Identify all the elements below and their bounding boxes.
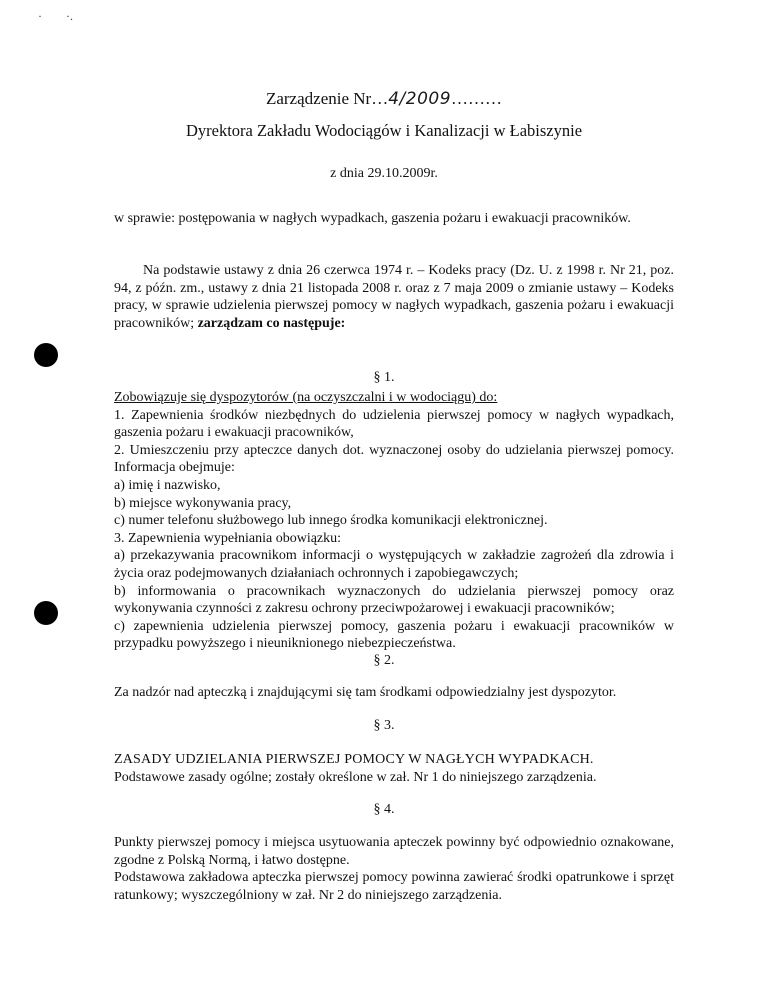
- section-3-line: Podstawowe zasady ogólne; zostały określone w zał. Nr 1 do niniejszego zarządzenia.: [114, 769, 597, 785]
- section-4-body: [114, 834, 674, 904]
- intro-bold: zarządzam co następuje:: [197, 315, 346, 331]
- section-1-line: c) zapewnienia udzielenia pierwszej pomocy, gaszenia pożaru i ewakuacji pracowników w przypadku powyższego i nieuniknionego niebezpieczeństwa.: [114, 618, 674, 652]
- section-1-line: 2. Umieszczeniu przy apteczce danych dot. wyznaczonej osoby do udzielania pierwszej pomocy. Informacja obejmuje:: [114, 442, 674, 476]
- section-4-mark: § 4.: [373, 802, 395, 817]
- title-prefix: Zarządzenie Nr: [265, 89, 372, 108]
- section-2-line: Za nadzór nad apteczką i znajdującymi się tam środkami odpowiedzialny jest dyspozytor.: [114, 685, 617, 700]
- intro-paragraph: [114, 262, 674, 332]
- punch-hole-bottom: [34, 601, 58, 625]
- section-2-mark: § 2.: [373, 653, 395, 668]
- section-1-line: 1. Zapewnienia środków niezbędnych do udzielenia pierwszej pomocy w nagłych wypadkach, gaszenia pożaru i ewakuacji pracowników,: [114, 407, 674, 441]
- section-1-mark: § 1.: [373, 370, 395, 385]
- punch-hole-top: [34, 343, 58, 367]
- section-1-line: c) numer telefonu służbowego lub innego środka komunikacji elektronicznej.: [114, 513, 548, 529]
- section-4-line: Punkty pierwszej pomocy i miejsca usytuowania apteczek powinny być odpowiednio oznakowane, zgodne z Polską Normą, i łatwo dostępne.: [114, 835, 674, 868]
- title-dots-after: ………: [451, 89, 503, 108]
- section-4-line: Podstawowa zakładowa apteczka pierwszej pomocy powinna zawierać środki opatrunkowe i sprzęt ratunkowy; wyszczególniony w zał. Nr 2 do niniejszego zarządzenia.: [114, 870, 674, 903]
- title-dots: …: [371, 89, 389, 108]
- intro-text: Na podstawie ustawy z dnia 26 czerwca 1974 r. – Kodeks pracy (Dz. U. z 1998 r. Nr 21, poz. 94, z późn. zm., ustawy z dnia 21 listopada 2008 r. oraz z 7 maja 2009 o zmianie ustawy – Kodeks pracy, w sprawie udzielenia pierwszej pomocy w nagłych wypadkach, gaszenia pożaru i ewakuacji pracowników;: [114, 263, 674, 331]
- document-title: [0, 88, 768, 110]
- section-1-heading: Zobowiązuje się dyspozytorów (na oczyszczalni i w wodociągu) do:: [114, 390, 498, 405]
- scan-mark-right: ·.: [66, 9, 73, 23]
- section-1-line: 3. Zapewnienia wypełniania obowiązku:: [114, 530, 342, 546]
- scan-mark-left: ·: [38, 9, 42, 23]
- section-1-line: a) imię i nazwisko,: [114, 477, 221, 493]
- section-3-body: [114, 751, 674, 786]
- section-2-body: [114, 684, 674, 702]
- section-1-body: [114, 389, 674, 653]
- handwritten-number: 4/2009: [388, 89, 452, 109]
- section-1-line: b) miejsce wykonywania pracy,: [114, 495, 292, 511]
- document-subtitle: Dyrektora Zakładu Wodociągów i Kanalizacji w Łabiszynie: [185, 121, 583, 140]
- section-1-line: b) informowania o pracownikach wyznaczonych do udzielania pierwszej pomocy oraz wykonywania czynności z zakresu ochrony przeciwpożarowej i ewakuacji pracowników;: [114, 583, 674, 617]
- section-3-mark: § 3.: [373, 718, 395, 733]
- document-subject: w sprawie: postępowania w nagłych wypadkach, gaszenia pożaru i ewakuacji pracowników.: [114, 211, 631, 226]
- section-3-line: ZASADY UDZIELANIA PIERWSZEJ POMOCY W NAGŁYCH WYPADKACH.: [114, 752, 594, 767]
- document-date: z dnia 29.10.2009r.: [330, 166, 438, 181]
- section-1-line: a) przekazywania pracownikom informacji o występujących w zakładzie zagrożeń dla zdrowia i życia oraz podejmowanych działaniach ochronnych i zapobiegawczych;: [114, 548, 674, 581]
